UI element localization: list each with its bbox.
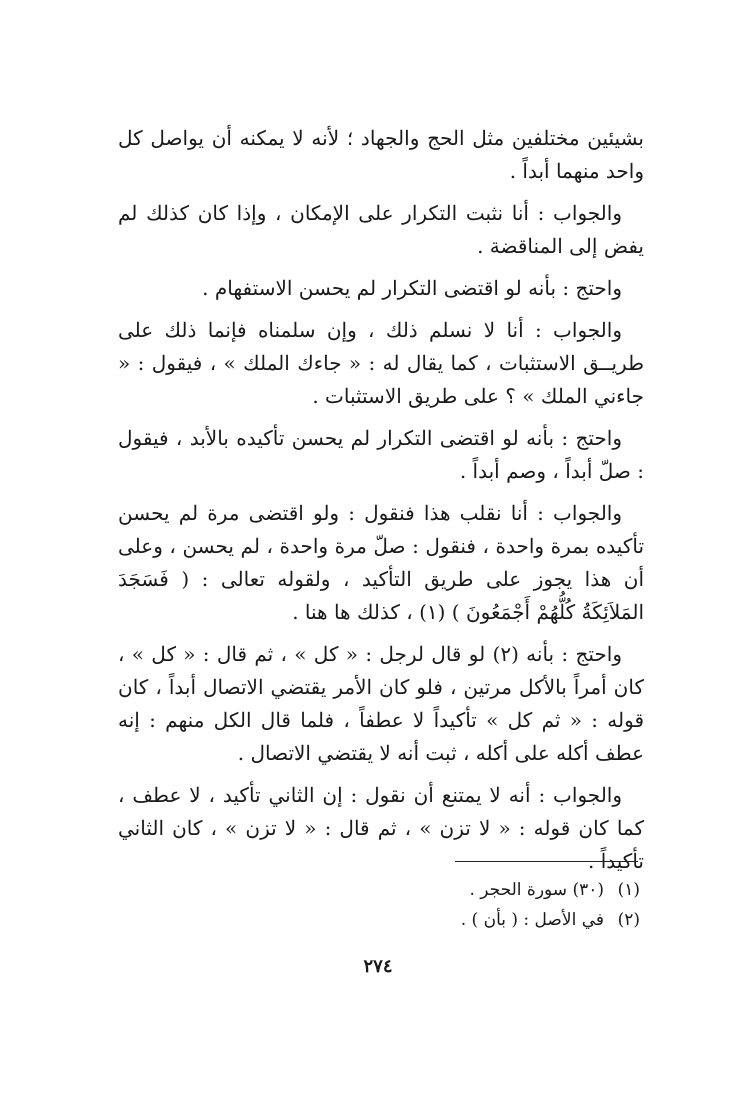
paragraph (118, 638, 644, 770)
footnote-number: (١) (617, 880, 640, 900)
footnote-number: (٢) (617, 910, 640, 930)
paragraph (118, 197, 644, 263)
text-line: إلى المناقضة . (477, 234, 598, 258)
text-line: على طريق الاستثبات . (312, 384, 499, 408)
text-line: أكله ، ثبت أنه لا يقتضي الاتصال . (237, 741, 509, 765)
text-line: منهما أبداً . (509, 159, 600, 183)
paragraph (118, 497, 644, 629)
text-line: واحتج : بأنه لو اقتضى التكرار لم يحسن الاستفهام . (202, 276, 622, 300)
text-line: أَجْمَعُونَ ) (١) ، كذلك ها هنا . (292, 600, 531, 624)
text-line: والجواب : أنه لا يمتنع أن نقول : إن الثاني تأكيد ، لا عطف ، كما (118, 783, 644, 840)
text-line: بمرة واحدة ، فنقول : صلّ مرة واحدة ، لم يحسن ، وعلى أن هذا يجوز (118, 534, 645, 591)
footnote (240, 875, 640, 905)
quran-verse-line: على طريق التأكيد ، ولقوله تعالى : ( فَسَجَدَ المَلاَئِكَةُ كُلُّهُمْ (118, 567, 644, 624)
page-number: ٢٧٤ (363, 956, 393, 977)
footnote (240, 905, 640, 935)
text-line: كان أمراً بالأكل مرتين ، فلو كان الأمر يقتضي الاتصال أبداً ، كان قوله : (118, 675, 645, 732)
footnote-separator (455, 861, 638, 862)
footnote-text: في الأصل : ( بأن ) . (460, 910, 604, 930)
paragraph (118, 272, 644, 305)
paragraph (118, 314, 644, 413)
paragraph (118, 122, 644, 188)
paragraph (118, 422, 644, 488)
paragraph (118, 779, 644, 878)
footnotes (240, 875, 640, 935)
text-line: واحتج : بأنه لو اقتضى التكرار لم يحسن تأكيده بالأبد ، فيقول : صلّ (118, 426, 644, 483)
text-line: والجواب : أنا نقلب هذا فنقول : ولو اقتضى مرة لم يحسن تأكيده (118, 501, 645, 558)
footnote-text: (٣٠) سورة الحجر . (469, 880, 604, 900)
body-text (118, 122, 644, 887)
text-line: والجواب : أنا لا نسلم ذلك ، وإن سلمناه فإنما ذلك على طريــق (118, 318, 645, 375)
text-line: بشيئين مختلفين مثل الحج والجهاد ؛ لأنه لا يمكنه أن يواصل كل واحد (118, 126, 644, 183)
text-line: واحتج : بأنه (٢) لو قال لرجل : « كل » ، ثم قال : « كل » ، (118, 642, 622, 666)
text-line: الاستثبات ، كما يقال له : « جاءك الملك » ، فيقول : « جاءني الملك » ؟ (118, 351, 644, 408)
text-line: « ثم كل » تأكيداً لا عطفاً ، فلما قال الكل منهم : إنه عطف أكله على (118, 708, 644, 765)
text-line: أبداً ، وصم أبداً . (459, 459, 593, 483)
text-line: والجواب : أنا نثبت التكرار على الإمكان ، وإذا كان كذلك لم يفض (118, 201, 644, 258)
text-line: كان قوله : « لا تزن » ، ثم قال : « لا تزن » ، كان الثاني تأكيداً . (118, 816, 644, 873)
